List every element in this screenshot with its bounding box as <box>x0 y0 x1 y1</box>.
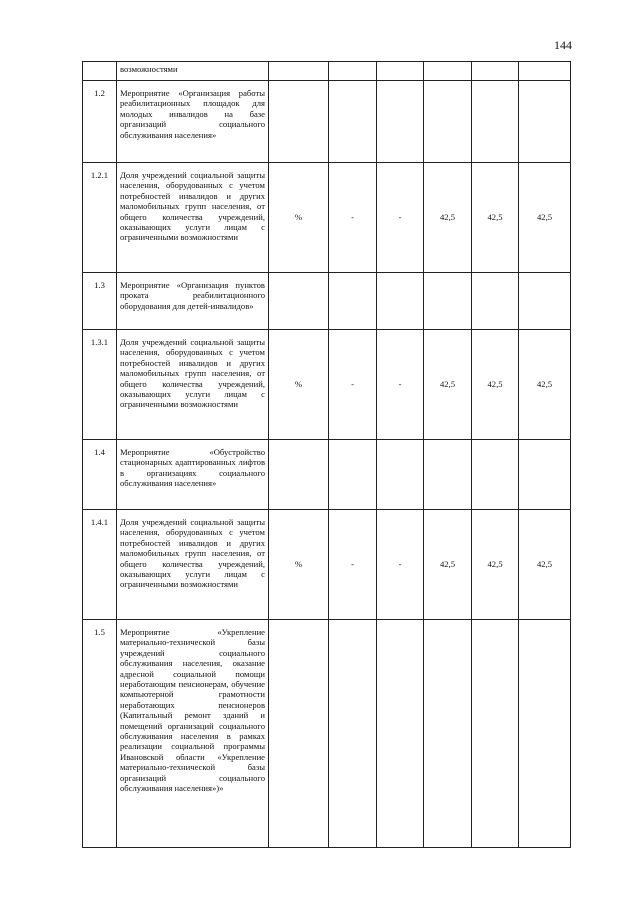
value-cell <box>377 440 424 510</box>
value-cell <box>329 273 377 330</box>
unit-cell <box>269 440 329 510</box>
value-cell <box>472 440 519 510</box>
row-description: Доля учреждений социальной защиты населения, оборудованных с учетом потребностей инвалидов и других маломобильных групп населения, от общего количества учреждений, оказывающих услуги лицам с ограниченными возможностями <box>117 510 269 620</box>
row-number: 1.4 <box>83 440 117 510</box>
value-cell <box>472 273 519 330</box>
row-number: 1.3.1 <box>83 330 117 440</box>
indicators-table <box>82 61 571 848</box>
unit-cell <box>269 273 329 330</box>
value-cell <box>424 620 472 848</box>
value-cell: 42,5 <box>424 330 472 440</box>
row-description: Мероприятие «Укрепление материально-технической базы учреждений социального обслуживания населения, оказание адресной социальной помощи неработающим пенсионерам, обучение компьютерной грамотности неработающих пенсионеров (Капитальный ремонт зданий и помещений организаций социального обслуживания населения в рамках реализации социальной программы Ивановской области «Укрепление материально-технической базы организаций социального обслуживания населения»)» <box>117 620 269 848</box>
row-description: Мероприятие «Организация работы реабилитационных площадок для молодых инвалидов на базе организаций социального обслуживания населения» <box>117 81 269 163</box>
row-description: Мероприятие «Обустройство стационарных адаптированных лифтов в организациях социального обслуживания населения» <box>117 440 269 510</box>
unit-cell: % <box>269 330 329 440</box>
value-cell <box>472 81 519 163</box>
table-row <box>83 620 571 848</box>
value-cell <box>519 62 571 81</box>
value-cell: 42,5 <box>519 330 571 440</box>
value-cell <box>377 620 424 848</box>
table-row <box>83 440 571 510</box>
row-number: 1.2 <box>83 81 117 163</box>
value-cell <box>329 81 377 163</box>
row-description: Доля учреждений социальной защиты населения, оборудованных с учетом потребностей инвалидов и других маломобильных групп населения, от общего количества учреждений, оказывающих услуги лицам с ограниченными возможностями <box>117 163 269 273</box>
table-row <box>83 62 571 81</box>
value-cell <box>424 81 472 163</box>
value-cell: 42,5 <box>519 163 571 273</box>
value-cell <box>519 273 571 330</box>
row-number: 1.4.1 <box>83 510 117 620</box>
value-cell: 42,5 <box>472 163 519 273</box>
table-row <box>83 330 571 440</box>
row-description: Мероприятие «Организация пунктов проката реабилитационного оборудования для детей-инвалидов» <box>117 273 269 330</box>
value-cell <box>377 273 424 330</box>
value-cell: 42,5 <box>519 510 571 620</box>
table-row <box>83 273 571 330</box>
value-cell <box>519 81 571 163</box>
value-cell: - <box>377 163 424 273</box>
row-number: 1.5 <box>83 620 117 848</box>
value-cell: 42,5 <box>424 510 472 620</box>
value-cell <box>519 440 571 510</box>
unit-cell <box>269 62 329 81</box>
value-cell <box>424 273 472 330</box>
value-cell <box>329 62 377 81</box>
value-cell <box>519 620 571 848</box>
value-cell <box>472 62 519 81</box>
value-cell <box>377 62 424 81</box>
value-cell: - <box>329 510 377 620</box>
value-cell <box>472 620 519 848</box>
value-cell: 42,5 <box>472 330 519 440</box>
value-cell <box>424 62 472 81</box>
value-cell: - <box>329 330 377 440</box>
row-number <box>83 62 117 81</box>
value-cell: - <box>329 163 377 273</box>
unit-cell: % <box>269 163 329 273</box>
row-description: возможностями <box>117 62 269 81</box>
value-cell <box>329 440 377 510</box>
unit-cell <box>269 620 329 848</box>
value-cell <box>329 620 377 848</box>
table-row <box>83 510 571 620</box>
value-cell: - <box>377 330 424 440</box>
page-number: 144 <box>554 38 572 52</box>
table-row <box>83 81 571 163</box>
value-cell <box>377 81 424 163</box>
unit-cell <box>269 81 329 163</box>
value-cell: 42,5 <box>472 510 519 620</box>
value-cell <box>424 440 472 510</box>
value-cell: 42,5 <box>424 163 472 273</box>
table-row <box>83 163 571 273</box>
unit-cell: % <box>269 510 329 620</box>
row-description: Доля учреждений социальной защиты населения, оборудованных с учетом потребностей инвалидов и других маломобильных групп населения, от общего количества учреждений, оказывающих услуги лицам с ограниченными возможностями <box>117 330 269 440</box>
row-number: 1.2.1 <box>83 163 117 273</box>
value-cell: - <box>377 510 424 620</box>
row-number: 1.3 <box>83 273 117 330</box>
